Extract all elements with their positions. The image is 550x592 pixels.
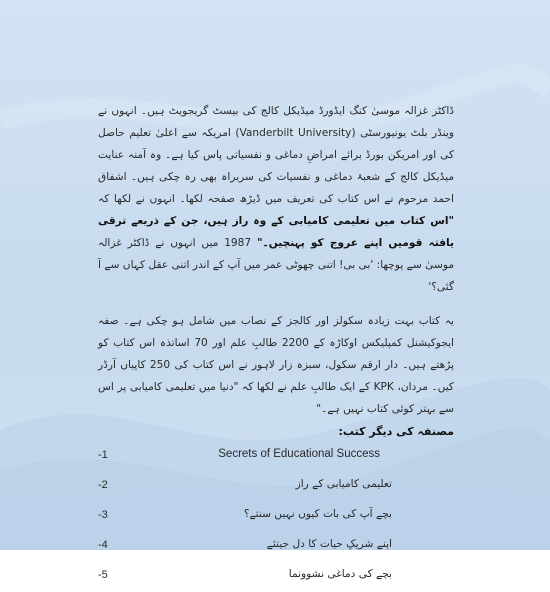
intro-paragraph bbox=[98, 100, 454, 298]
book-item bbox=[98, 442, 454, 472]
intro-text: ڈاکٹر غزالہ موسیٰ کنگ ایڈورڈ میڈیکل کالج کی بیسٹ گریجویٹ ہیں۔ انہوں نے وینڈر بلٹ یونیورسٹی (Vanderbilt University) امریکہ سے اعلیٰ تعلیم حاصل کی اور امریکن بورڈ برائے امراضِ دماغی و نفسیاتی پاس کیا ہے۔ وہ آمنہ عنایت میڈیکل کالج کے شعبۂ دماغی و نفسیات کی سربراہ بھی رہ چکی ہیں۔ اشفاق احمد مرحوم نے اس کتاب کی تعریف میں ڈیڑھ صفحہ لکھا۔ انہوں نے لکھا کہ bbox=[98, 105, 454, 205]
book-number: -3 bbox=[98, 509, 108, 521]
book-number: -4 bbox=[98, 539, 108, 551]
year-text: 1987 میں انہوں نے ڈاکٹر غزالہ موسیٰ سے پوچھا: 'بی بی! اتنی چھوٹی عمر میں آپ کے اندر اتنی عقل کہاں سے آ گئی؟' bbox=[98, 237, 454, 293]
other-books-heading: مصنفہ کی دیگر کتب: bbox=[338, 425, 454, 438]
book-number: -5 bbox=[98, 569, 108, 581]
book-item bbox=[98, 472, 454, 502]
book-title: تعلیمی کامیابی کے راز bbox=[295, 478, 392, 490]
book-number: -2 bbox=[98, 479, 108, 491]
quote-text: "اس کتاب میں تعلیمی کامیابی کے وہ راز ہیں، جن کے ذریعے ترقی یافتہ قومیں اپنے عروج کو پہنچیں۔" bbox=[98, 215, 454, 249]
book-item bbox=[98, 562, 454, 592]
curriculum-paragraph: یہ کتاب بہت زیادہ سکولز اور کالجز کے نصاب میں شامل ہو چکی ہے۔ صفہ ایجوکیشنل کمپلیکس اوکاڑہ کے 2200 طالبِ علم اور 70 اساتذہ اس کتاب کو پڑھتے ہیں۔ دار ارقم سکول، سبزہ زار لاہور نے اس کتاب کی 250 کاپیاں آرڈر کیں۔ مردان، KPK کے ایک طالبِ علم نے لکھا کہ "دنیا میں تعلیمی کامیابی پر اس سے بہتر کوئی کتاب نہیں ہے۔" bbox=[98, 315, 454, 415]
book-title: بچے آپ کی بات کیوں نہیں سنتے؟ bbox=[243, 508, 392, 520]
book-title: Secrets of Educational Success bbox=[218, 448, 380, 460]
text-content bbox=[98, 100, 454, 592]
book-title: بچے کی دماغی نشوونما bbox=[288, 568, 392, 580]
book-number: -1 bbox=[98, 449, 108, 461]
book-title: اپنے شریکِ حیات کا دل جیتئے bbox=[266, 538, 392, 550]
book-item bbox=[98, 532, 454, 562]
book-item bbox=[98, 502, 454, 532]
